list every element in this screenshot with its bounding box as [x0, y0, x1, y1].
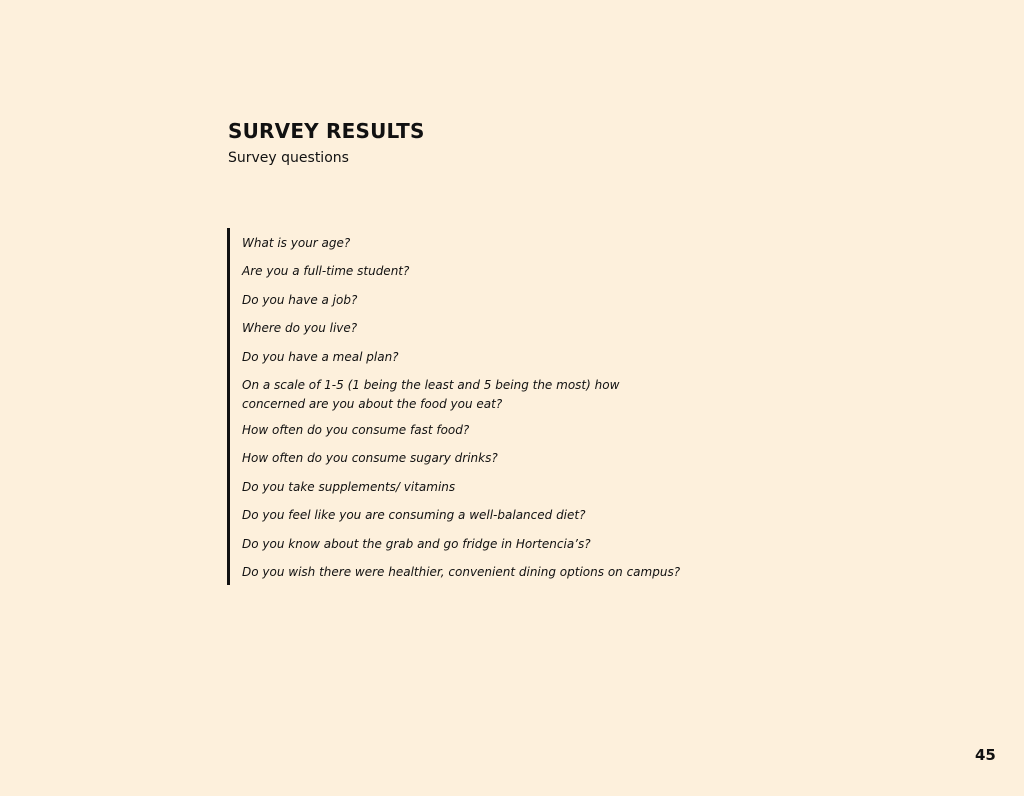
question-item: How often do you consume fast food? — [242, 422, 470, 437]
question-item: Where do you live? — [242, 321, 358, 336]
question-item: Do you have a meal plan? — [242, 349, 399, 364]
question-item: On a scale of 1-5 (1 being the least and 5 being the most) how concerned are you about the food you eat? — [242, 377, 620, 411]
question-item: Do you take supplements/ vitamins — [242, 479, 456, 494]
survey-questions-list — [227, 228, 802, 585]
page-number: 45 — [975, 746, 996, 764]
question-item: Do you have a job? — [242, 292, 358, 307]
question-item: Do you know about the grab and go fridge in Hortencia’s? — [242, 536, 591, 551]
question-item: Do you wish there were healthier, convenient dining options on campus? — [242, 564, 681, 579]
question-item: How often do you consume sugary drinks? — [242, 451, 498, 466]
question-item: What is your age? — [242, 236, 351, 250]
page-subtitle: Survey questions — [228, 150, 349, 166]
question-item: Are you a full-time student? — [242, 264, 410, 279]
page-title: SURVEY RESULTS — [228, 119, 425, 143]
question-item: Do you feel like you are consuming a well-balanced diet? — [242, 508, 586, 523]
